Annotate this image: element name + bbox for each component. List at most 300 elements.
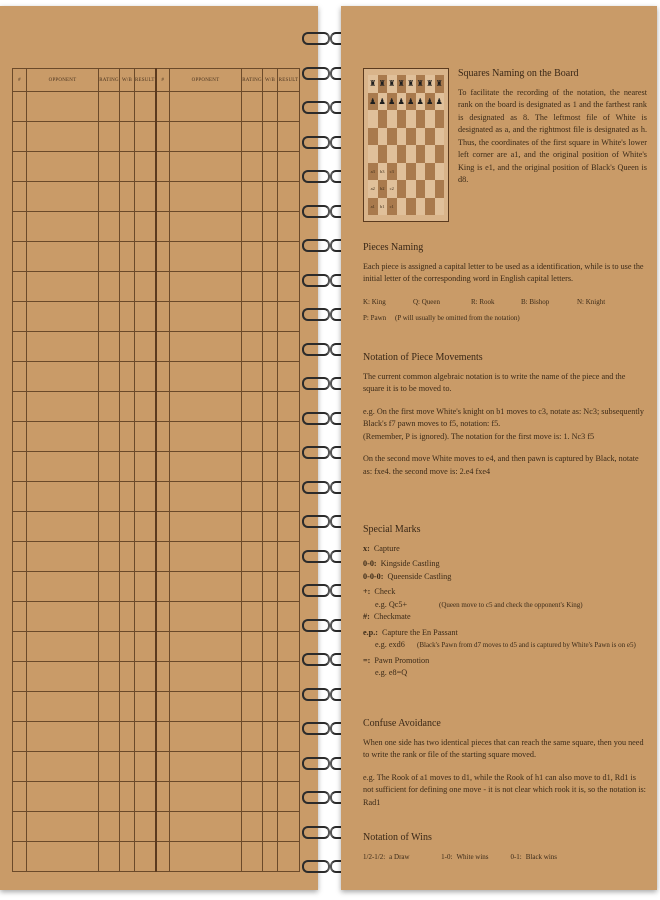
score-cell[interactable]: [278, 272, 300, 302]
score-table-header: [13, 69, 300, 92]
score-cell[interactable]: [13, 242, 27, 272]
score-cell[interactable]: [120, 692, 135, 722]
score-cell[interactable]: [135, 782, 156, 812]
score-cell[interactable]: [120, 302, 135, 332]
score-cell[interactable]: [135, 752, 156, 782]
score-cell[interactable]: [120, 212, 135, 242]
score-cell[interactable]: [120, 602, 135, 632]
score-cell[interactable]: [135, 242, 156, 272]
score-cell[interactable]: [170, 302, 242, 332]
score-cell[interactable]: [278, 242, 300, 272]
score-cell[interactable]: [170, 122, 242, 152]
score-cell[interactable]: [13, 122, 27, 152]
score-cell[interactable]: [170, 212, 242, 242]
board-square: [406, 145, 416, 163]
score-cell[interactable]: [156, 752, 170, 782]
score-cell[interactable]: [170, 452, 242, 482]
score-cell[interactable]: [120, 332, 135, 362]
score-cell[interactable]: [170, 482, 242, 512]
wins-title: Notation of Wins: [363, 832, 432, 843]
score-cell[interactable]: [120, 92, 135, 122]
score-cell[interactable]: [263, 212, 278, 242]
confuse-p1: When one side has two identical pieces that can reach the same square, then you need to write the rank or file of the starting square moved.: [363, 737, 644, 759]
table-row[interactable]: [13, 692, 300, 722]
table-row[interactable]: [13, 92, 300, 122]
score-cell[interactable]: [156, 152, 170, 182]
score-cell[interactable]: [13, 752, 27, 782]
score-cell[interactable]: [278, 212, 300, 242]
score-cell[interactable]: [99, 302, 120, 332]
score-cell[interactable]: [242, 152, 263, 182]
score-cell[interactable]: [120, 182, 135, 212]
score-cell[interactable]: [13, 542, 27, 572]
score-cell[interactable]: [242, 812, 263, 842]
score-cell[interactable]: [27, 752, 99, 782]
score-cell[interactable]: [27, 572, 99, 602]
score-cell[interactable]: [13, 212, 27, 242]
score-cell[interactable]: [263, 332, 278, 362]
score-cell[interactable]: [135, 722, 156, 752]
score-cell[interactable]: [278, 302, 300, 332]
score-cell[interactable]: [156, 122, 170, 152]
score-cell[interactable]: [156, 212, 170, 242]
score-cell[interactable]: [13, 92, 27, 122]
score-cell[interactable]: [135, 692, 156, 722]
score-cell[interactable]: [278, 692, 300, 722]
board-square: [397, 145, 407, 163]
score-cell[interactable]: [156, 812, 170, 842]
score-cell[interactable]: [170, 782, 242, 812]
score-cell[interactable]: [27, 542, 99, 572]
score-cell[interactable]: [13, 152, 27, 182]
score-cell[interactable]: [242, 362, 263, 392]
table-row[interactable]: [13, 662, 300, 692]
score-cell[interactable]: [242, 542, 263, 572]
score-cell[interactable]: [120, 782, 135, 812]
table-row[interactable]: [13, 302, 300, 332]
score-cell[interactable]: [27, 302, 99, 332]
score-cell[interactable]: [99, 122, 120, 152]
score-cell[interactable]: [99, 482, 120, 512]
score-cell[interactable]: [170, 362, 242, 392]
score-cell[interactable]: [135, 632, 156, 662]
score-cell[interactable]: [99, 452, 120, 482]
score-cell[interactable]: [263, 362, 278, 392]
table-row[interactable]: [13, 272, 300, 302]
score-cell[interactable]: [156, 392, 170, 422]
score-cell[interactable]: [135, 182, 156, 212]
score-cell[interactable]: [170, 722, 242, 752]
score-cell[interactable]: [263, 242, 278, 272]
score-cell[interactable]: [278, 722, 300, 752]
board-square: b2: [378, 180, 388, 198]
score-cell[interactable]: [263, 842, 278, 872]
score-cell[interactable]: [99, 212, 120, 242]
score-cell[interactable]: [135, 92, 156, 122]
score-cell[interactable]: [278, 182, 300, 212]
score-cell[interactable]: [135, 572, 156, 602]
table-row[interactable]: [13, 542, 300, 572]
score-cell[interactable]: [278, 542, 300, 572]
score-cell[interactable]: [13, 842, 27, 872]
score-cell[interactable]: [27, 452, 99, 482]
table-row[interactable]: [13, 392, 300, 422]
score-cell[interactable]: [27, 812, 99, 842]
score-cell[interactable]: [27, 212, 99, 242]
score-cell[interactable]: [135, 212, 156, 242]
score-cell[interactable]: [120, 512, 135, 542]
table-row[interactable]: [13, 182, 300, 212]
score-cell[interactable]: [263, 572, 278, 602]
score-cell[interactable]: [278, 422, 300, 452]
score-cell[interactable]: [170, 92, 242, 122]
score-cell[interactable]: [99, 512, 120, 542]
score-cell[interactable]: [99, 362, 120, 392]
score-cell[interactable]: [170, 332, 242, 362]
score-cell[interactable]: [156, 482, 170, 512]
score-cell[interactable]: [120, 272, 135, 302]
score-cell[interactable]: [27, 722, 99, 752]
score-cell[interactable]: [242, 122, 263, 152]
score-cell[interactable]: [263, 662, 278, 692]
score-cell[interactable]: [27, 92, 99, 122]
score-cell[interactable]: [242, 692, 263, 722]
score-cell[interactable]: [27, 392, 99, 422]
score-cell[interactable]: [278, 152, 300, 182]
score-cell[interactable]: [135, 362, 156, 392]
score-cell[interactable]: [27, 632, 99, 662]
score-cell[interactable]: [242, 392, 263, 422]
score-cell[interactable]: [135, 812, 156, 842]
score-cell[interactable]: [13, 422, 27, 452]
table-row[interactable]: [13, 452, 300, 482]
score-cell[interactable]: [99, 332, 120, 362]
table-row[interactable]: [13, 632, 300, 662]
score-cell[interactable]: [263, 542, 278, 572]
score-cell[interactable]: [27, 842, 99, 872]
score-cell[interactable]: [278, 392, 300, 422]
score-cell[interactable]: [242, 332, 263, 362]
score-cell[interactable]: [27, 242, 99, 272]
score-cell[interactable]: [263, 722, 278, 752]
score-cell[interactable]: [156, 272, 170, 302]
score-cell[interactable]: [99, 422, 120, 452]
score-cell[interactable]: [135, 662, 156, 692]
score-cell[interactable]: [278, 662, 300, 692]
score-cell[interactable]: [156, 332, 170, 362]
score-cell[interactable]: [156, 662, 170, 692]
score-cell[interactable]: [278, 842, 300, 872]
score-cell[interactable]: [13, 722, 27, 752]
score-cell[interactable]: [27, 362, 99, 392]
score-cell[interactable]: [156, 572, 170, 602]
score-cell[interactable]: [242, 482, 263, 512]
score-cell[interactable]: [27, 122, 99, 152]
score-cell[interactable]: [99, 542, 120, 572]
score-cell[interactable]: [263, 812, 278, 842]
score-cell[interactable]: [13, 632, 27, 662]
score-cell[interactable]: [242, 632, 263, 662]
score-cell[interactable]: [13, 692, 27, 722]
score-cell[interactable]: [263, 302, 278, 332]
score-cell[interactable]: [242, 182, 263, 212]
score-cell[interactable]: [27, 482, 99, 512]
score-cell[interactable]: [156, 512, 170, 542]
score-cell[interactable]: [13, 332, 27, 362]
score-cell[interactable]: [120, 452, 135, 482]
black-win-mark: 0-1:: [510, 852, 522, 861]
score-cell[interactable]: [263, 482, 278, 512]
movements-p2: e.g. On the first move White's knight on b1 moves to c3, notate as: Nc3; subsequently Black's f7 pawn moves to f5, notation: f5.: [363, 406, 645, 428]
board-square: a3: [368, 163, 378, 181]
score-cell[interactable]: [170, 602, 242, 632]
score-cell[interactable]: [263, 182, 278, 212]
score-cell[interactable]: [156, 92, 170, 122]
score-cell[interactable]: [170, 572, 242, 602]
score-cell[interactable]: [170, 692, 242, 722]
score-cell[interactable]: [170, 242, 242, 272]
score-cell[interactable]: [135, 452, 156, 482]
score-cell[interactable]: [263, 632, 278, 662]
score-cell[interactable]: [278, 782, 300, 812]
score-cell[interactable]: [13, 362, 27, 392]
board-square: c2: [387, 180, 397, 198]
score-cell[interactable]: [13, 572, 27, 602]
score-cell[interactable]: [263, 92, 278, 122]
score-cell[interactable]: [156, 842, 170, 872]
score-cell[interactable]: [13, 392, 27, 422]
score-cell[interactable]: [242, 92, 263, 122]
score-cell[interactable]: [170, 812, 242, 842]
table-row[interactable]: [13, 242, 300, 272]
table-row[interactable]: [13, 722, 300, 752]
score-cell[interactable]: [99, 632, 120, 662]
score-cell[interactable]: [156, 302, 170, 332]
score-cell[interactable]: [156, 452, 170, 482]
board-square: [435, 163, 445, 181]
score-cell[interactable]: [120, 632, 135, 662]
score-cell[interactable]: [263, 272, 278, 302]
table-row[interactable]: [13, 752, 300, 782]
score-cell[interactable]: [156, 422, 170, 452]
score-cell[interactable]: [120, 542, 135, 572]
score-cell[interactable]: [99, 692, 120, 722]
score-cell[interactable]: [263, 152, 278, 182]
score-cell[interactable]: [278, 122, 300, 152]
score-cell[interactable]: [120, 242, 135, 272]
score-cell[interactable]: [13, 812, 27, 842]
table-row[interactable]: [13, 512, 300, 542]
table-row[interactable]: [13, 782, 300, 812]
score-cell[interactable]: [242, 212, 263, 242]
score-cell[interactable]: [263, 122, 278, 152]
score-cell[interactable]: [156, 782, 170, 812]
score-cell[interactable]: [120, 812, 135, 842]
score-cell[interactable]: [278, 512, 300, 542]
score-cell[interactable]: [135, 512, 156, 542]
score-cell[interactable]: [278, 632, 300, 662]
score-cell[interactable]: [135, 422, 156, 452]
score-cell[interactable]: [99, 722, 120, 752]
score-cell[interactable]: [120, 482, 135, 512]
score-cell[interactable]: [156, 542, 170, 572]
score-cell[interactable]: [156, 632, 170, 662]
score-cell[interactable]: [278, 332, 300, 362]
score-cell[interactable]: [170, 422, 242, 452]
score-cell[interactable]: [278, 572, 300, 602]
score-cell[interactable]: [242, 572, 263, 602]
score-cell[interactable]: [99, 602, 120, 632]
table-row[interactable]: [13, 422, 300, 452]
score-cell[interactable]: [27, 782, 99, 812]
score-cell[interactable]: [263, 422, 278, 452]
score-cell[interactable]: [13, 482, 27, 512]
score-cell[interactable]: [135, 122, 156, 152]
score-cell[interactable]: [120, 152, 135, 182]
score-cell[interactable]: [263, 782, 278, 812]
score-cell[interactable]: [13, 602, 27, 632]
ep-label: Capture the En Passant: [382, 627, 458, 637]
score-cell[interactable]: [13, 452, 27, 482]
score-cell[interactable]: [156, 182, 170, 212]
table-row[interactable]: [13, 812, 300, 842]
score-cell[interactable]: [27, 692, 99, 722]
score-cell[interactable]: [242, 512, 263, 542]
score-cell[interactable]: [156, 722, 170, 752]
table-row[interactable]: [13, 212, 300, 242]
score-cell[interactable]: [242, 752, 263, 782]
table-row[interactable]: [13, 332, 300, 362]
score-cell[interactable]: [120, 572, 135, 602]
table-row[interactable]: [13, 482, 300, 512]
score-cell[interactable]: [278, 812, 300, 842]
score-cell[interactable]: [135, 542, 156, 572]
score-cell[interactable]: [135, 842, 156, 872]
score-cell[interactable]: [170, 392, 242, 422]
score-cell[interactable]: [120, 842, 135, 872]
score-cell[interactable]: [278, 92, 300, 122]
score-cell[interactable]: [263, 392, 278, 422]
score-cell[interactable]: [120, 122, 135, 152]
score-cell[interactable]: [170, 512, 242, 542]
score-cell[interactable]: [99, 752, 120, 782]
score-cell[interactable]: [27, 332, 99, 362]
score-cell[interactable]: [242, 722, 263, 752]
score-cell[interactable]: [120, 362, 135, 392]
score-cell[interactable]: [13, 662, 27, 692]
score-cell[interactable]: [263, 752, 278, 782]
score-cell[interactable]: [170, 752, 242, 782]
score-cell[interactable]: [99, 392, 120, 422]
score-cell[interactable]: [13, 782, 27, 812]
score-cell[interactable]: [135, 332, 156, 362]
score-cell[interactable]: [263, 602, 278, 632]
score-cell[interactable]: [27, 512, 99, 542]
score-cell[interactable]: [120, 722, 135, 752]
score-cell[interactable]: [99, 272, 120, 302]
table-row[interactable]: [13, 842, 300, 872]
score-cell[interactable]: [27, 152, 99, 182]
score-cell[interactable]: [27, 662, 99, 692]
table-row[interactable]: [13, 122, 300, 152]
score-cell[interactable]: [278, 602, 300, 632]
score-cell[interactable]: [242, 602, 263, 632]
score-cell[interactable]: [170, 662, 242, 692]
score-cell[interactable]: [263, 452, 278, 482]
table-row[interactable]: [13, 602, 300, 632]
score-cell[interactable]: [156, 242, 170, 272]
score-cell[interactable]: [13, 182, 27, 212]
score-cell[interactable]: [242, 452, 263, 482]
table-row[interactable]: [13, 152, 300, 182]
score-cell[interactable]: [99, 842, 120, 872]
table-row[interactable]: [13, 362, 300, 392]
score-cell[interactable]: [278, 752, 300, 782]
score-cell[interactable]: [242, 242, 263, 272]
score-cell[interactable]: [170, 152, 242, 182]
score-cell[interactable]: [278, 482, 300, 512]
score-cell[interactable]: [242, 422, 263, 452]
score-cell[interactable]: [263, 692, 278, 722]
score-cell[interactable]: [99, 812, 120, 842]
score-cell[interactable]: [263, 512, 278, 542]
score-cell[interactable]: [13, 302, 27, 332]
score-cell[interactable]: [27, 422, 99, 452]
score-cell[interactable]: [135, 152, 156, 182]
score-cell[interactable]: [27, 602, 99, 632]
score-cell[interactable]: [278, 362, 300, 392]
score-cell[interactable]: [120, 752, 135, 782]
score-cell[interactable]: [120, 392, 135, 422]
score-cell[interactable]: [27, 272, 99, 302]
score-cell[interactable]: [99, 242, 120, 272]
score-cell[interactable]: [120, 662, 135, 692]
score-cell[interactable]: [99, 782, 120, 812]
board-square: [368, 110, 378, 128]
score-cell[interactable]: [156, 692, 170, 722]
score-cell[interactable]: [242, 842, 263, 872]
score-cell[interactable]: [99, 152, 120, 182]
score-cell[interactable]: [13, 512, 27, 542]
score-cell[interactable]: [242, 272, 263, 302]
score-cell[interactable]: [278, 452, 300, 482]
score-cell[interactable]: [135, 302, 156, 332]
score-cell[interactable]: [156, 362, 170, 392]
score-cell[interactable]: [99, 662, 120, 692]
score-cell[interactable]: [242, 782, 263, 812]
score-cell[interactable]: [170, 182, 242, 212]
score-cell[interactable]: [242, 302, 263, 332]
score-cell[interactable]: [135, 272, 156, 302]
score-cell[interactable]: [170, 542, 242, 572]
score-cell[interactable]: [170, 632, 242, 662]
score-cell[interactable]: [120, 422, 135, 452]
score-cell[interactable]: [135, 482, 156, 512]
score-cell[interactable]: [99, 182, 120, 212]
score-cell[interactable]: [242, 662, 263, 692]
score-cell[interactable]: [27, 182, 99, 212]
board-square: [406, 128, 416, 146]
score-cell[interactable]: [170, 842, 242, 872]
score-cell[interactable]: [156, 602, 170, 632]
table-row[interactable]: [13, 572, 300, 602]
score-cell[interactable]: [99, 92, 120, 122]
score-cell[interactable]: [99, 572, 120, 602]
score-cell[interactable]: [135, 602, 156, 632]
score-cell[interactable]: [170, 272, 242, 302]
score-cell[interactable]: [135, 392, 156, 422]
score-cell[interactable]: [13, 272, 27, 302]
